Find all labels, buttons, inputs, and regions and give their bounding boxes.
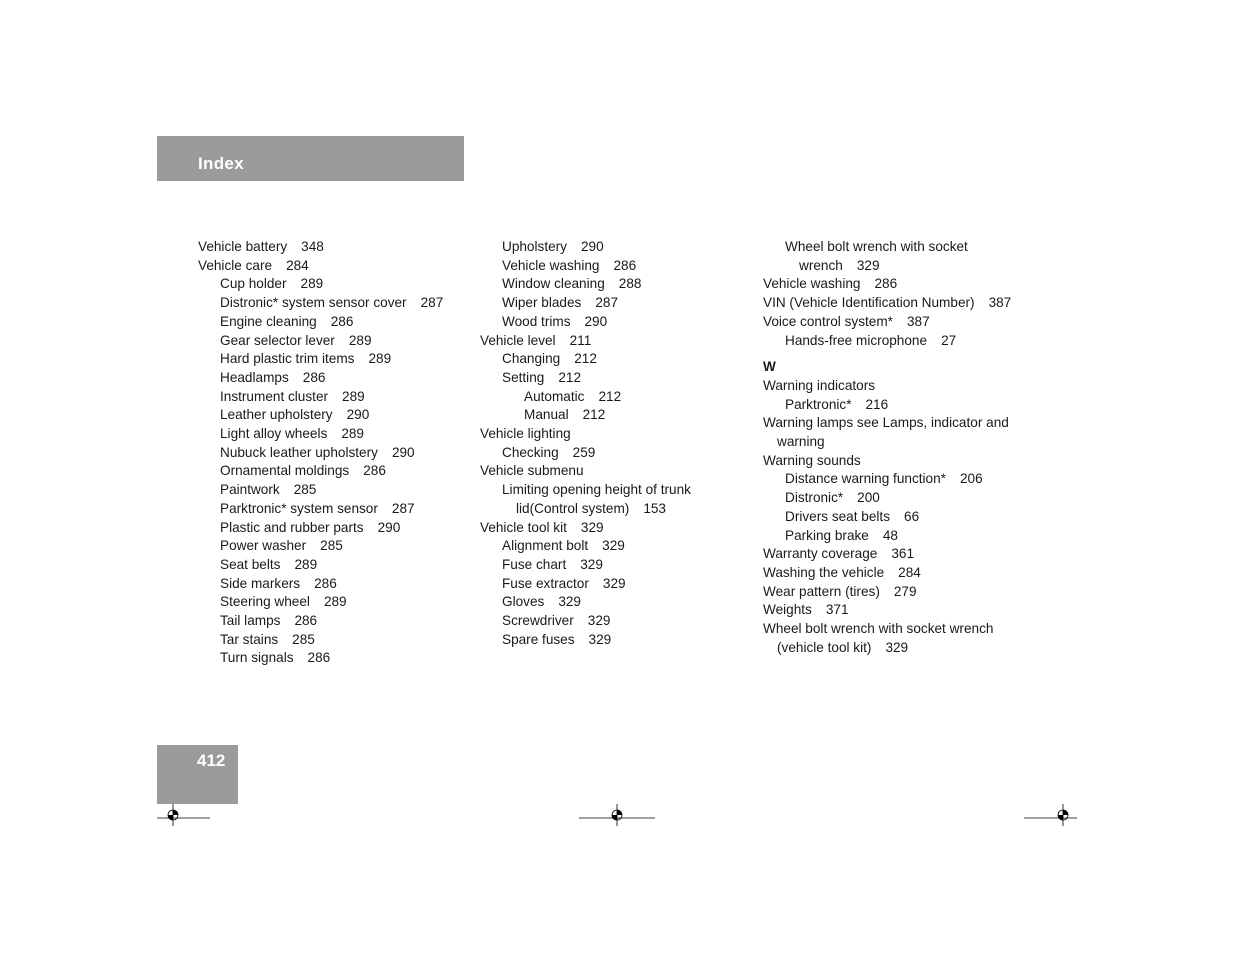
index-entry-text: Changing	[502, 351, 561, 367]
index-entry-text: Vehicle washing	[763, 276, 861, 292]
index-entry-text: Leather upholstery	[220, 407, 333, 423]
index-entry	[480, 313, 760, 332]
index-entry	[198, 519, 478, 538]
index-entry	[763, 545, 1063, 564]
index-entry-text: warning	[777, 434, 825, 450]
index-entry-text: Plastic and rubber parts	[220, 519, 364, 535]
index-entry-text: Setting	[502, 369, 545, 385]
index-entry-page: 286	[314, 575, 337, 591]
index-entry	[763, 601, 1063, 620]
index-entry	[198, 537, 478, 556]
index-entry-page: 66	[904, 508, 920, 524]
index-entry-page: 289	[300, 276, 324, 292]
index-entry-text: Voice control system*	[763, 313, 893, 329]
index-entry	[198, 481, 478, 500]
index-entry-page: 289	[341, 426, 364, 442]
index-entry-text: Vehicle lighting	[480, 426, 571, 442]
index-entry-text: Vehicle submenu	[480, 463, 584, 479]
index-entry	[480, 388, 760, 407]
index-entry	[763, 583, 1063, 602]
index-entry-text: Parktronic* system sensor	[220, 500, 378, 516]
index-entry-page: 287	[595, 295, 619, 311]
index-entry-page: 153	[643, 500, 666, 516]
index-entry-text: Seat belts	[220, 556, 281, 572]
index-entry	[480, 332, 760, 351]
index-entry	[198, 257, 478, 276]
index-entry	[480, 275, 760, 294]
index-entry-page: 290	[584, 313, 608, 329]
index-entry-text: Automatic	[524, 388, 585, 404]
registration-mark-left	[157, 800, 213, 826]
index-entry	[198, 593, 478, 612]
index-entry-text: Vehicle care	[198, 257, 273, 273]
index-entry-text: Instrument cluster	[220, 388, 329, 404]
index-column-2	[480, 238, 760, 649]
index-entry-page: 290	[346, 407, 370, 423]
section-header-bar	[157, 136, 464, 181]
index-entry-page: 212	[598, 388, 622, 404]
index-entry	[480, 257, 760, 276]
index-entry	[198, 275, 478, 294]
index-entry	[763, 620, 1063, 639]
index-entry-page: 288	[618, 276, 642, 292]
index-entry-text: W	[763, 359, 776, 375]
index-entry-text: Gloves	[502, 594, 545, 610]
index-entry	[763, 313, 1063, 332]
index-entry	[763, 396, 1063, 415]
index-entry	[198, 406, 478, 425]
index-entry-text: Hard plastic trim items	[220, 351, 355, 367]
index-entry-page: 329	[580, 556, 603, 572]
index-entry-page: 348	[301, 239, 324, 254]
index-entry-page: 206	[959, 471, 983, 487]
index-entry-page: 285	[293, 482, 317, 498]
index-entry-page: 286	[302, 369, 326, 385]
index-entry-page: 387	[988, 295, 1012, 311]
index-entry-text: Wear pattern (tires)	[763, 583, 880, 599]
index-entry-text: Limiting opening height of trunk	[502, 482, 691, 498]
index-entry	[198, 332, 478, 351]
index-column-3	[763, 238, 1063, 657]
index-entry	[763, 489, 1063, 508]
registration-mark-center	[579, 800, 657, 826]
index-entry-text: Parktronic*	[785, 396, 852, 412]
index-entry-page: 27	[941, 332, 957, 348]
index-entry	[198, 294, 478, 313]
index-entry	[480, 593, 760, 612]
index-entry-page: 285	[320, 538, 343, 554]
index-entry-text: Warning sounds	[763, 452, 861, 468]
index-entry	[480, 481, 760, 500]
index-entry-text: Power washer	[220, 538, 307, 554]
index-letter-heading	[763, 358, 1063, 377]
index-entry-page: 371	[825, 602, 849, 618]
index-entry	[480, 500, 760, 519]
index-entry	[198, 388, 478, 407]
index-entry-text: Distronic*	[785, 490, 844, 506]
index-entry-page: 284	[898, 564, 921, 580]
index-entry	[763, 470, 1063, 489]
index-entry-text: lid(Control system)	[516, 500, 630, 516]
index-entry-text: Spare fuses	[502, 631, 575, 647]
index-entry	[480, 444, 760, 463]
registration-mark-right	[1024, 800, 1080, 826]
index-entry-text: Parking brake	[785, 527, 869, 543]
index-entry-page: 287	[391, 500, 415, 516]
index-entry-text: Engine cleaning	[220, 313, 317, 329]
index-entry	[480, 612, 760, 631]
index-entry	[763, 452, 1063, 471]
index-entry-text: Manual	[524, 407, 569, 423]
index-entry-text: Vehicle battery	[198, 239, 288, 254]
index-entry	[198, 313, 478, 332]
index-entry-text: Warning indicators	[763, 377, 876, 393]
index-entry	[480, 406, 760, 425]
index-entry-page: 289	[368, 351, 392, 367]
index-entry-text: Alignment bolt	[502, 538, 589, 554]
index-entry	[763, 414, 1063, 433]
index-entry	[198, 425, 478, 444]
index-entry-page: 329	[558, 594, 581, 610]
index-entry	[480, 425, 760, 444]
index-entry-page: 329	[588, 631, 612, 647]
index-entry-text: Wiper blades	[502, 295, 582, 311]
index-entry	[480, 369, 760, 388]
index-entry-text: Paintwork	[220, 482, 280, 498]
index-entry	[763, 332, 1063, 351]
index-entry-page: 286	[874, 276, 898, 292]
section-title: Index	[198, 154, 244, 173]
index-entry-text: Checking	[502, 444, 559, 460]
index-entry-page: 286	[330, 313, 354, 329]
index-entry	[763, 527, 1063, 546]
index-entry-text: Weights	[763, 602, 812, 618]
index-entry	[198, 575, 478, 594]
index-entry-page: 212	[582, 407, 606, 423]
index-entry-page: 212	[574, 351, 597, 367]
index-entry	[480, 462, 760, 481]
index-entry	[480, 350, 760, 369]
index-entry	[198, 612, 478, 631]
index-entry	[198, 556, 478, 575]
index-entry-page: 290	[391, 444, 415, 460]
index-entry	[198, 631, 478, 650]
index-entry	[763, 377, 1063, 396]
index-entry	[480, 556, 760, 575]
index-entry-page: 285	[292, 631, 315, 647]
index-entry-text: Turn signals	[220, 650, 294, 666]
index-entry	[763, 433, 1063, 452]
index-entry-text: Distronic* system sensor cover	[220, 295, 407, 311]
index-entry-page: 286	[307, 650, 331, 666]
index-entry	[763, 257, 1063, 276]
index-entry-page: 259	[572, 444, 596, 460]
index-entry	[763, 639, 1063, 658]
index-entry-text: Fuse chart	[502, 556, 567, 572]
index-entry-text: Screwdriver	[502, 613, 574, 629]
index-entry	[198, 350, 478, 369]
index-entry-page: 361	[891, 546, 915, 562]
index-entry-text: Window cleaning	[502, 276, 605, 292]
index-entry-text: Warning lamps see Lamps, indicator and	[763, 415, 1009, 431]
index-entry-page: 329	[602, 538, 625, 554]
index-entry	[480, 519, 760, 538]
index-entry-text: (vehicle tool kit)	[777, 639, 872, 655]
index-entry-text: Wheel bolt wrench with socket	[785, 239, 968, 254]
index-entry-page: 289	[294, 556, 318, 572]
index-entry-text: Vehicle tool kit	[480, 519, 567, 535]
index-entry-text: Tail lamps	[220, 613, 281, 629]
index-entry-page: 216	[865, 396, 889, 412]
index-entry-page: 387	[906, 313, 930, 329]
index-entry	[198, 500, 478, 519]
index-entry-text: Gear selector lever	[220, 332, 335, 348]
index-entry-page: 287	[420, 295, 444, 311]
index-entry-text: Steering wheel	[220, 594, 310, 610]
index-entry-page: 211	[569, 332, 592, 348]
index-entry-page: 290	[377, 519, 401, 535]
index-entry-page: 48	[882, 527, 898, 543]
index-entry-page: 289	[348, 332, 372, 348]
index-entry-text: Hands-free microphone	[785, 332, 928, 348]
index-entry	[198, 444, 478, 463]
index-entry-text: Wood trims	[502, 313, 571, 329]
index-entry	[198, 649, 478, 668]
index-entry-page: 289	[342, 388, 365, 404]
index-entry	[763, 275, 1063, 294]
index-entry-text: Warranty coverage	[763, 546, 878, 562]
index-entry	[480, 238, 760, 257]
index-entry	[480, 537, 760, 556]
index-entry-page: 329	[602, 575, 626, 591]
index-entry-page: 329	[587, 613, 611, 629]
index-entry-text: Side markers	[220, 575, 301, 591]
index-entry-page: 329	[885, 639, 909, 655]
index-entry-page: 279	[893, 583, 917, 599]
index-entry-text: Distance warning function*	[785, 471, 946, 487]
index-entry-text: Cup holder	[220, 276, 287, 292]
index-entry-text: Drivers seat belts	[785, 508, 891, 524]
index-entry-text: Tar stains	[220, 631, 279, 647]
index-entry	[198, 462, 478, 481]
index-entry-text: Vehicle level	[480, 332, 556, 348]
index-entry-text: Wheel bolt wrench with socket wrench	[763, 621, 994, 637]
index-entry-text: wrench	[799, 257, 843, 273]
index-entry	[198, 369, 478, 388]
index-entry-text: Washing the vehicle	[763, 564, 885, 580]
index-entry	[480, 575, 760, 594]
index-column-1	[198, 238, 478, 668]
index-entry-page: 290	[580, 239, 604, 254]
page-number: 412	[197, 751, 226, 770]
index-entry-page: 289	[323, 594, 347, 610]
index-entry-page: 284	[286, 257, 309, 273]
index-entry-text: Fuse extractor	[502, 575, 589, 591]
index-entry-page: 329	[580, 519, 604, 535]
index-entry-page: 286	[363, 463, 386, 479]
index-entry-page: 329	[856, 257, 880, 273]
index-entry	[763, 294, 1063, 313]
index-entry	[763, 508, 1063, 527]
index-entry-text: Nubuck leather upholstery	[220, 444, 378, 460]
index-entry-text: Light alloy wheels	[220, 426, 328, 442]
index-entry	[198, 238, 478, 257]
index-entry-text: Upholstery	[502, 239, 567, 254]
page-number-box	[157, 745, 238, 804]
index-entry-text: VIN (Vehicle Identification Number)	[763, 295, 975, 311]
index-entry-text: Headlamps	[220, 369, 289, 385]
index-entry-text: Ornamental moldings	[220, 463, 350, 479]
index-entry-page: 200	[857, 490, 880, 506]
index-entry	[480, 294, 760, 313]
index-entry	[763, 238, 1063, 257]
index-entry-text: Vehicle washing	[502, 257, 600, 273]
index-entry	[763, 564, 1063, 583]
index-entry-page: 286	[294, 613, 318, 629]
index-entry-page: 212	[558, 369, 582, 385]
index-entry	[480, 631, 760, 650]
index-entry-page: 286	[613, 257, 637, 273]
